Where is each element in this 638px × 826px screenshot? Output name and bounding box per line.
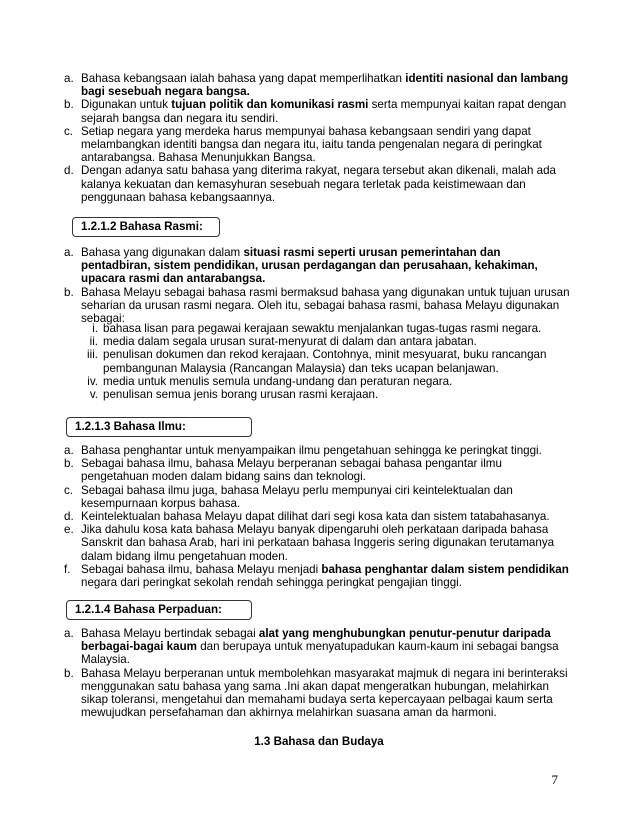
list-marker: f. [64,562,71,576]
sub-list-item [81,388,591,401]
list-item [62,98,572,124]
list-marker: c. [64,124,74,138]
ilmu-list [62,444,572,589]
heading-bahasa-perpaduan: 1.2.1.4 Bahasa Perpaduan: [66,600,252,620]
sub-list-marker: v. [89,388,98,402]
text-run: dan berupaya untuk menyatupadukan kaum-kaum ini sebagai bangsa Malaysia. [81,640,559,667]
sub-list-marker: iv. [87,374,98,388]
rasmi-sublist [62,322,591,401]
text-run: Sebagai bahasa ilmu, bahasa Melayu menjadi [81,562,322,576]
list-item [62,457,572,483]
list-item-text [81,484,572,510]
list-item [62,72,572,98]
list-item-text [81,523,572,563]
list-item [62,246,572,286]
list-item [62,667,572,720]
bold-phrase: bahasa penghantar dalam sistem pendidikan [321,562,569,576]
list-item-text [81,563,572,589]
rasmi-list [62,246,572,325]
list-item [62,444,572,457]
intro-list [62,72,572,204]
text-run: Bahasa Melayu bertindak sebagai [81,627,259,640]
perpaduan-list [62,627,572,719]
list-marker: a. [64,444,74,457]
text-run: Dengan adanya satu bahasa yang diterima rakyat, negara tersebut akan dikenali, malah ada kalanya kekuatan dan kemasyhuran sesebuah negara terletak pada keistimewaan dan penggunaan bahasa kebangsaannya. [81,164,557,204]
text-run: Digunakan untuk [81,98,172,112]
list-item-text [81,125,572,165]
list-marker: b. [64,98,74,112]
list-item-text [81,627,572,667]
list-item-text [81,510,572,523]
list-marker: b. [64,666,74,680]
sub-list-text: penulisan semua jenis borang urusan rasmi kerajaan. [103,388,379,402]
section-title-bahasa-budaya: 1.3 Bahasa dan Budaya [254,735,384,748]
list-marker: d. [64,510,74,524]
text-run: Keintelektualan bahasa Melayu dapat dilihat dari segi kosa kata dan sistem tatabahasanya. [81,510,550,524]
sub-list-text: penulisan dokumen dan rekod kerajaan. Contohnya, minit mesyuarat, buku rancangan pembangunan Malaysia (Rancangan Malaysia) dan teks ucapan belanjawan. [103,348,547,375]
list-marker: b. [64,285,74,299]
list-item [62,563,572,589]
list-item-text [81,246,572,286]
list-item-text [81,286,572,326]
text-run: Bahasa penghantar untuk menyampaikan ilmu pengetahuan sehingga ke peringkat tinggi. [81,444,542,457]
list-marker: b. [64,457,74,471]
list-marker: d. [64,164,74,178]
list-marker: a. [64,627,74,640]
sub-list-text: media untuk menulis semula undang-undang dan peraturan negara. [103,374,453,388]
text-run: Bahasa kebangsaan ialah bahasa yang dapat memperlihatkan [81,72,406,85]
heading-bahasa-ilmu: 1.2.1.3 Bahasa Ilmu: [66,417,252,437]
bold-phrase: alat yang menghubungkan penutur-penutur daripada berbagai-bagai kaum [81,627,551,654]
list-item-text [81,444,572,457]
list-item [62,627,572,667]
bold-phrase: situasi rasmi seperti urusan pemerintahan dan pentadbiran, sistem pendidikan, urusan perdagangan dan perusahaan, kehakiman, upacara rasmi dan antarabangsa. [81,246,538,286]
sub-list-marker: ii. [89,335,98,349]
list-item [62,484,572,510]
list-marker: c. [64,483,74,497]
list-item [62,510,572,523]
list-item [62,523,572,563]
text-run: Setiap negara yang merdeka harus mempunyai bahasa kebangsaan sendiri yang dapat melambangkan identiti bangsa dan negara itu, iaitu tanda pengenalan negara di peringkat antarabangsa. Bahasa Menunjukkan Bangsa. [81,124,542,165]
list-item-text [81,457,572,483]
sub-list-item [81,322,591,335]
sub-list-marker: i. [92,322,98,335]
list-marker: e. [64,523,74,537]
list-marker: a. [64,246,74,259]
list-item [62,164,572,204]
list-marker: a. [64,72,74,85]
page-number: 7 [551,772,558,787]
list-item-text [81,72,572,98]
text-run: Bahasa Melayu berperanan untuk membolehkan masyarakat majmuk di negara ini berinteraksi menggunakan satu bahasa yang sama .Ini akan dapat mengeratkan hubungan, melahirkan sikap toleransi, mengetahui dan memahami budaya serta kepercayaan pelbagai kaum serta mewujudkan persefahaman dan akhirnya melahirkan suasana aman da harmoni. [81,666,568,720]
bold-phrase: tujuan politik dan komunikasi rasmi [171,98,369,112]
text-run: Sebagai bahasa ilmu, bahasa Melayu berperanan sebagai bahasa pengantar ilmu pengetahuan moden dalam bidang sains dan teknologi. [81,457,502,484]
text-run: Sebagai bahasa ilmu juga, bahasa Melayu perlu mempunyai ciri keintelektualan dan kesempurnaan korpus bahasa. [81,483,513,510]
sub-list-item [81,348,591,374]
text-run: serta mempunyai kaitan rapat dengan sejarah bangsa dan negara itu sendiri. [81,98,567,125]
bold-phrase: identiti nasional dan lambang bagi sesebuah negara bangsa. [81,72,569,99]
heading-bahasa-rasmi: 1.2.1.2 Bahasa Rasmi: [72,217,220,237]
text-run: Bahasa Melayu sebagai bahasa rasmi bermaksud bahasa yang digunakan untuk tujuan urusan seharian da urusan rasmi negara. Oleh itu, sebagai bahasa rasmi, bahasa Melayu digunakan sebagai: [81,285,570,326]
sub-list-marker: iii. [87,348,98,362]
list-item [62,286,572,326]
sub-list-text: media dalam segala urusan surat-menyurat di dalam dan antara jabatan. [103,335,477,349]
text-run: Bahasa yang digunakan dalam [81,246,244,259]
text-run: negara dari peringkat sekolah rendah sehingga peringkat pengajian tinggi. [81,576,462,590]
list-item-text [81,98,572,124]
text-run: Jika dahulu kosa kata bahasa Melayu banyak dipengaruhi oleh perkataan daripada bahasa Sanskrit dan bahasa Arab, hari ini perkataan bahasa Inggeris sering digunakan terutamanya dalam bidang ilmu pengetahuan moden. [81,523,555,563]
list-item-text [81,667,572,720]
list-item [62,125,572,165]
sub-list-text: bahasa lisan para pegawai kerajaan sewaktu menjalankan tugas-tugas rasmi negara. [103,322,542,335]
list-item-text [81,164,572,204]
sub-list-item [81,375,591,388]
sub-list-item [81,335,591,348]
